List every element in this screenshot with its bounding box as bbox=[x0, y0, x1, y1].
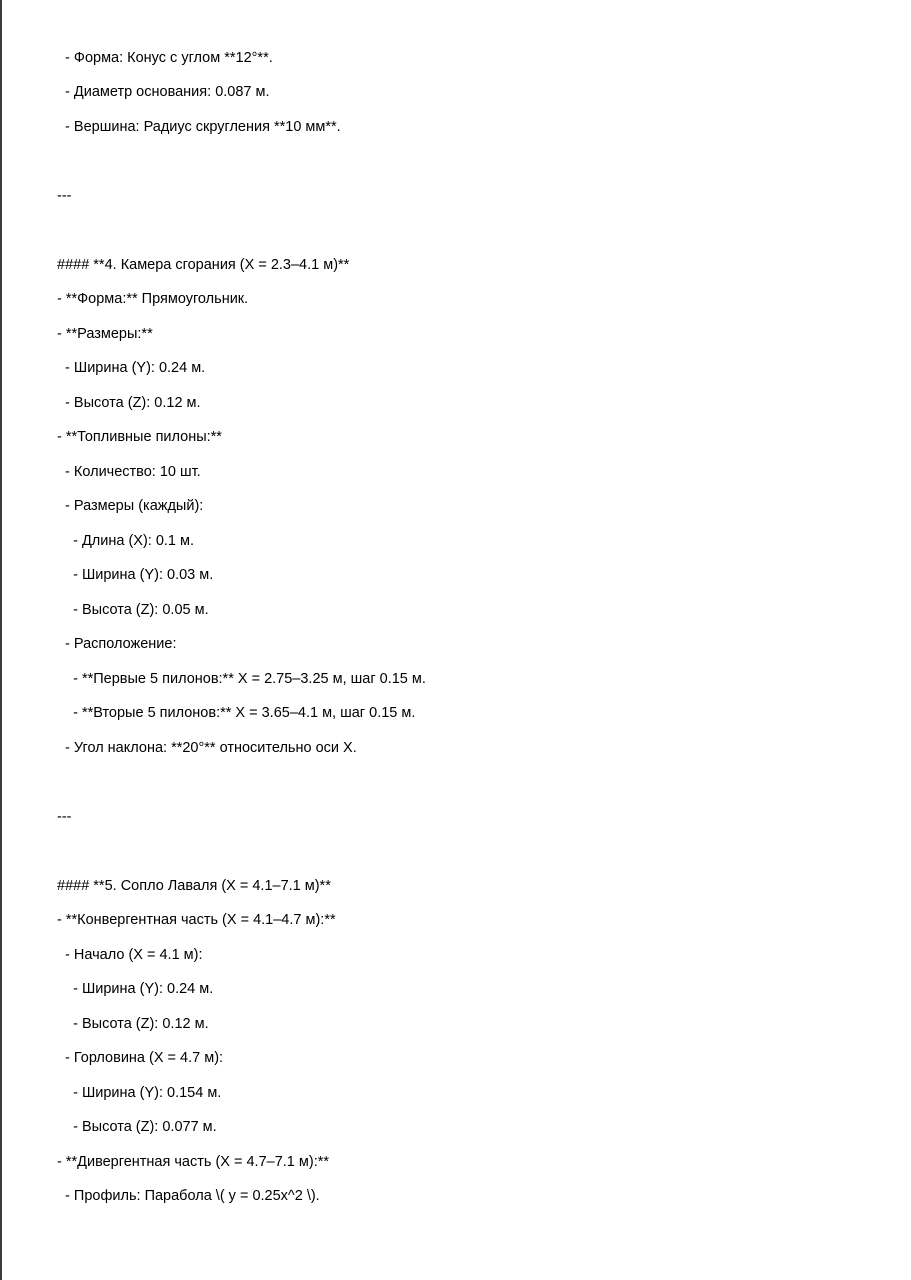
text-line: - Ширина (Y): 0.154 м. bbox=[57, 1085, 222, 1101]
section-heading: #### **5. Сопло Лаваля (X = 4.1–7.1 м)** bbox=[57, 878, 331, 894]
text-line: - Вершина: Радиус скругления **10 мм**. bbox=[57, 119, 341, 135]
text-line: - Профиль: Парабола \( y = 0.25x^2 \). bbox=[57, 1188, 320, 1204]
text-line: - **Форма:** Прямоугольник. bbox=[57, 291, 249, 307]
text-line: - Количество: 10 шт. bbox=[57, 464, 201, 480]
text-line: - Размеры (каждый): bbox=[57, 498, 204, 514]
text-line: - Диаметр основания: 0.087 м. bbox=[57, 84, 270, 100]
text-line: - Ширина (Y): 0.24 м. bbox=[57, 981, 214, 997]
text-line: - Угол наклона: **20°** относительно оси X. bbox=[57, 740, 357, 756]
text-line: - Высота (Z): 0.12 м. bbox=[57, 395, 201, 411]
text-line: - Ширина (Y): 0.24 м. bbox=[57, 360, 206, 376]
text-line: - Высота (Z): 0.077 м. bbox=[57, 1119, 217, 1135]
text-line: - **Первые 5 пилонов:** X = 2.75–3.25 м, шаг 0.15 м. bbox=[57, 671, 426, 687]
separator-line: --- bbox=[57, 188, 72, 204]
text-line: - **Конвергентная часть (X = 4.1–4.7 м):** bbox=[57, 912, 336, 928]
text-line: - Горловина (X = 4.7 м): bbox=[57, 1050, 224, 1066]
text-line: - **Размеры:** bbox=[57, 326, 153, 342]
text-line: - Ширина (Y): 0.03 м. bbox=[57, 567, 214, 583]
text-line: - **Топливные пилоны:** bbox=[57, 429, 222, 445]
text-line: - **Дивергентная часть (X = 4.7–7.1 м):** bbox=[57, 1154, 330, 1170]
text-line: - Форма: Конус с углом **12°**. bbox=[57, 50, 273, 66]
section-heading: #### **4. Камера сгорания (X = 2.3–4.1 м)** bbox=[57, 257, 350, 273]
text-line: - Расположение: bbox=[57, 636, 177, 652]
separator-line: --- bbox=[57, 809, 72, 825]
text-line: - Высота (Z): 0.05 м. bbox=[57, 602, 209, 618]
text-line: - Начало (X = 4.1 м): bbox=[57, 947, 203, 963]
text-line: - **Вторые 5 пилонов:** X = 3.65–4.1 м, шаг 0.15 м. bbox=[57, 705, 416, 721]
text-line: - Длина (X): 0.1 м. bbox=[57, 533, 195, 549]
text-line: - Высота (Z): 0.12 м. bbox=[57, 1016, 209, 1032]
